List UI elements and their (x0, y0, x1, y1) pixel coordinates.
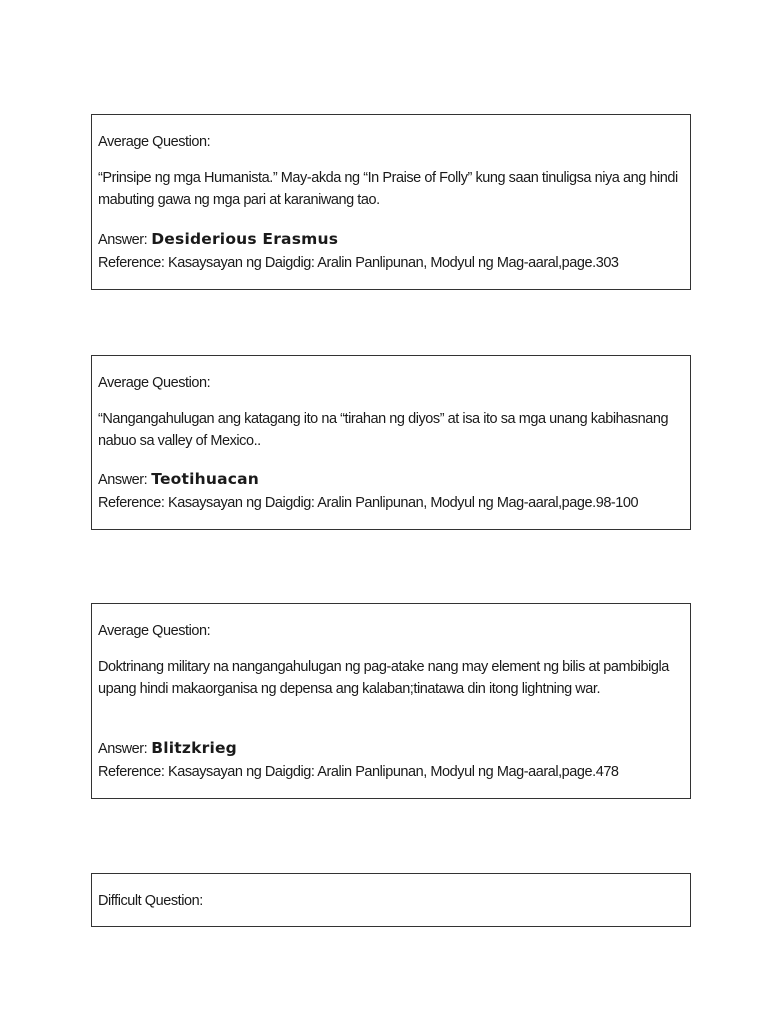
answer-line (98, 470, 259, 488)
question-card (91, 603, 691, 799)
reference-text: Reference: Kasaysayan ng Daigdig: Aralin Panlipunan, Modyul ng Mag-aaral,page.98-100 (98, 495, 639, 511)
answer-line (98, 230, 338, 248)
answer-value: Blitzkrieg (151, 739, 237, 757)
answer-value: Desiderious Erasmus (151, 230, 339, 248)
question-card (91, 114, 691, 290)
question-type-label: Difficult Question: (98, 893, 203, 909)
answer-value: Teotihuacan (151, 470, 260, 488)
reference-text: Reference: Kasaysayan ng Daigdig: Aralin Panlipunan, Modyul ng Mag-aaral,page.303 (98, 255, 619, 271)
reference-text: Reference: Kasaysayan ng Daigdig: Aralin Panlipunan, Modyul ng Mag-aaral,page.478 (98, 764, 619, 780)
answer-label: Answer: (98, 741, 148, 757)
question-text: “Prinsipe ng mga Humanista.” May-akda ng “In Praise of Folly” kung saan tinuligsa niya ang hindi mabuting gawa ng mga pari at karaniwang tao. (98, 170, 678, 208)
question-card (91, 873, 691, 927)
question-text: Doktrinang military na nangangahulugan ng pag-atake nang may element ng bilis at pambibigla upang hindi makaorganisa ng depensa ang kalaban;tinatawa din itong lightning war. (98, 659, 669, 697)
question-card (91, 355, 691, 530)
answer-label: Answer: (98, 232, 148, 248)
answer-line (98, 739, 237, 757)
question-type-label: Average Question: (98, 134, 211, 150)
question-text: “Nangangahulugan ang katagang ito na “tirahan ng diyos” at isa ito sa mga unang kabihasnang nabuo sa valley of Mexico.. (98, 411, 669, 449)
answer-label: Answer: (98, 472, 148, 488)
question-type-label: Average Question: (98, 623, 211, 639)
question-type-label: Average Question: (98, 375, 211, 391)
